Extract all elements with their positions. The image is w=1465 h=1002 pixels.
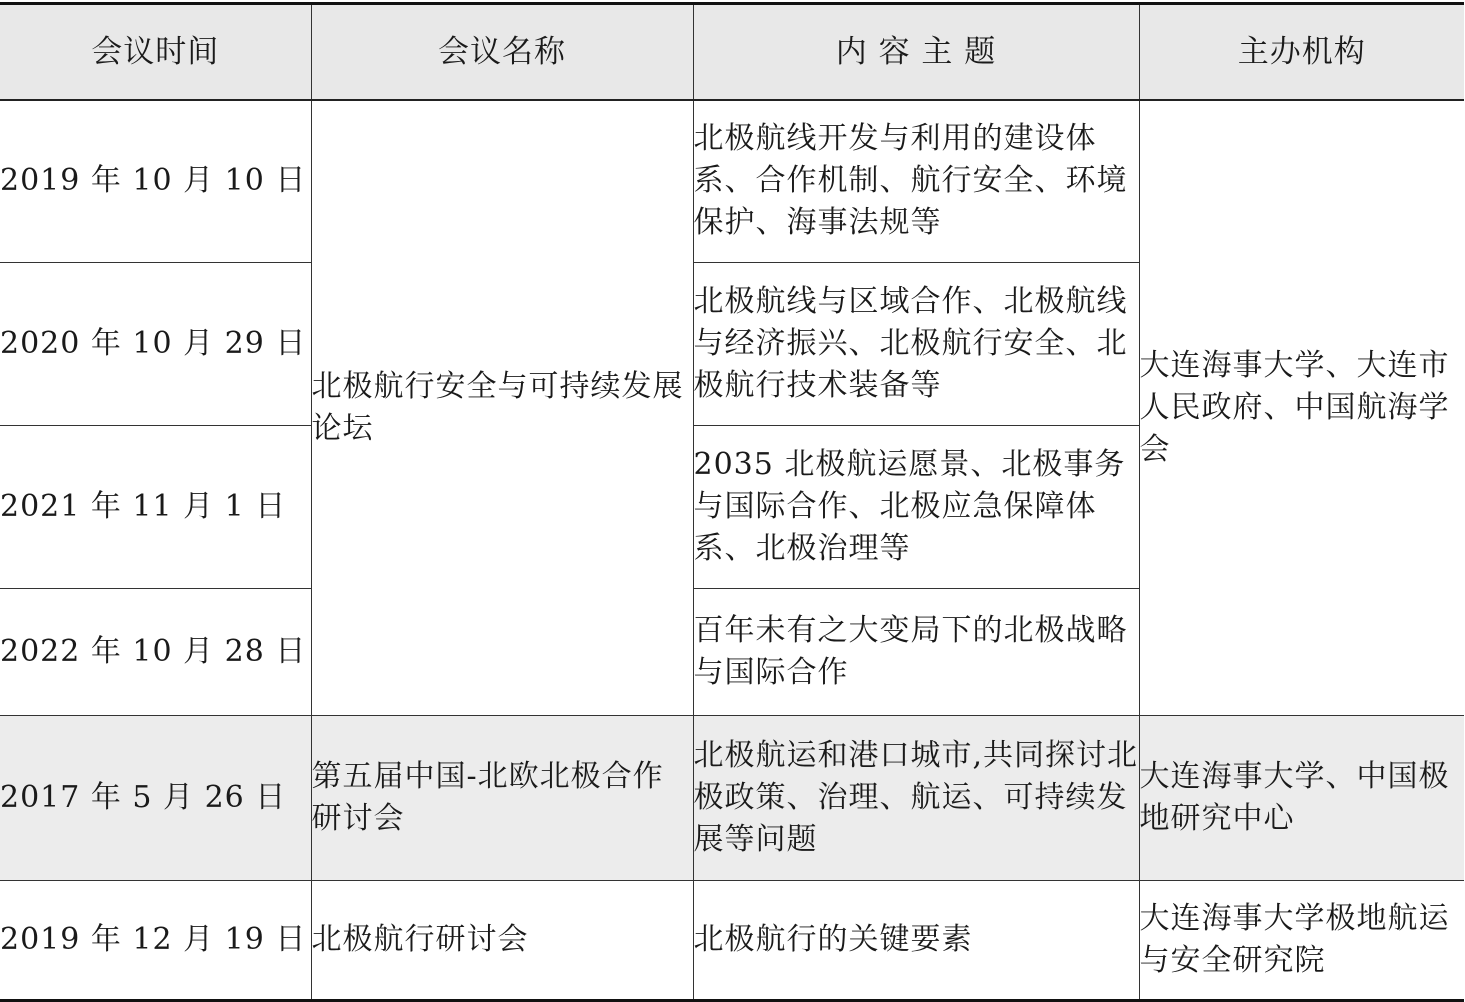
- header-organizer: 主办机构: [1139, 4, 1464, 100]
- organizer-cell: 大连海事大学、大连市人民政府、中国航海学会: [1139, 100, 1464, 716]
- table-row: [0, 881, 1464, 1001]
- topic-cell: 北极航线开发与利用的建设体系、合作机制、航行安全、环境保护、海事法规等: [693, 100, 1139, 263]
- topic-cell: 北极航行的关键要素: [693, 881, 1139, 1001]
- date-cell: 2022 年 10 月 28 日: [0, 589, 311, 716]
- date-cell: 2019 年 10 月 10 日: [0, 100, 311, 263]
- table-row: [0, 716, 1464, 881]
- header-date: 会议时间: [0, 4, 311, 100]
- organizer-cell: 大连海事大学、中国极地研究中心: [1139, 716, 1464, 881]
- organizer-cell: 大连海事大学极地航运与安全研究院: [1139, 881, 1464, 1001]
- date-cell: 2021 年 11 月 1 日: [0, 426, 311, 589]
- header-name: 会议名称: [311, 4, 693, 100]
- name-cell: 第五届中国-北欧北极合作研讨会: [311, 716, 693, 881]
- topic-cell: 北极航运和港口城市,共同探讨北极政策、治理、航运、可持续发展等问题: [693, 716, 1139, 881]
- topic-cell: 百年未有之大变局下的北极战略与国际合作: [693, 589, 1139, 716]
- date-cell: 2020 年 10 月 29 日: [0, 263, 311, 426]
- name-cell: 北极航行安全与可持续发展论坛: [311, 100, 693, 716]
- topic-cell: 北极航线与区域合作、北极航线与经济振兴、北极航行安全、北极航行技术装备等: [693, 263, 1139, 426]
- header-row: [0, 4, 1464, 100]
- date-cell: 2019 年 12 月 19 日: [0, 881, 311, 1001]
- date-cell: 2017 年 5 月 26 日: [0, 716, 311, 881]
- conference-table: [0, 2, 1464, 1002]
- name-cell: 北极航行研讨会: [311, 881, 693, 1001]
- header-topic: 内 容 主 题: [693, 4, 1139, 100]
- table-row: [0, 100, 1464, 263]
- topic-cell: 2035 北极航运愿景、北极事务与国际合作、北极应急保障体系、北极治理等: [693, 426, 1139, 589]
